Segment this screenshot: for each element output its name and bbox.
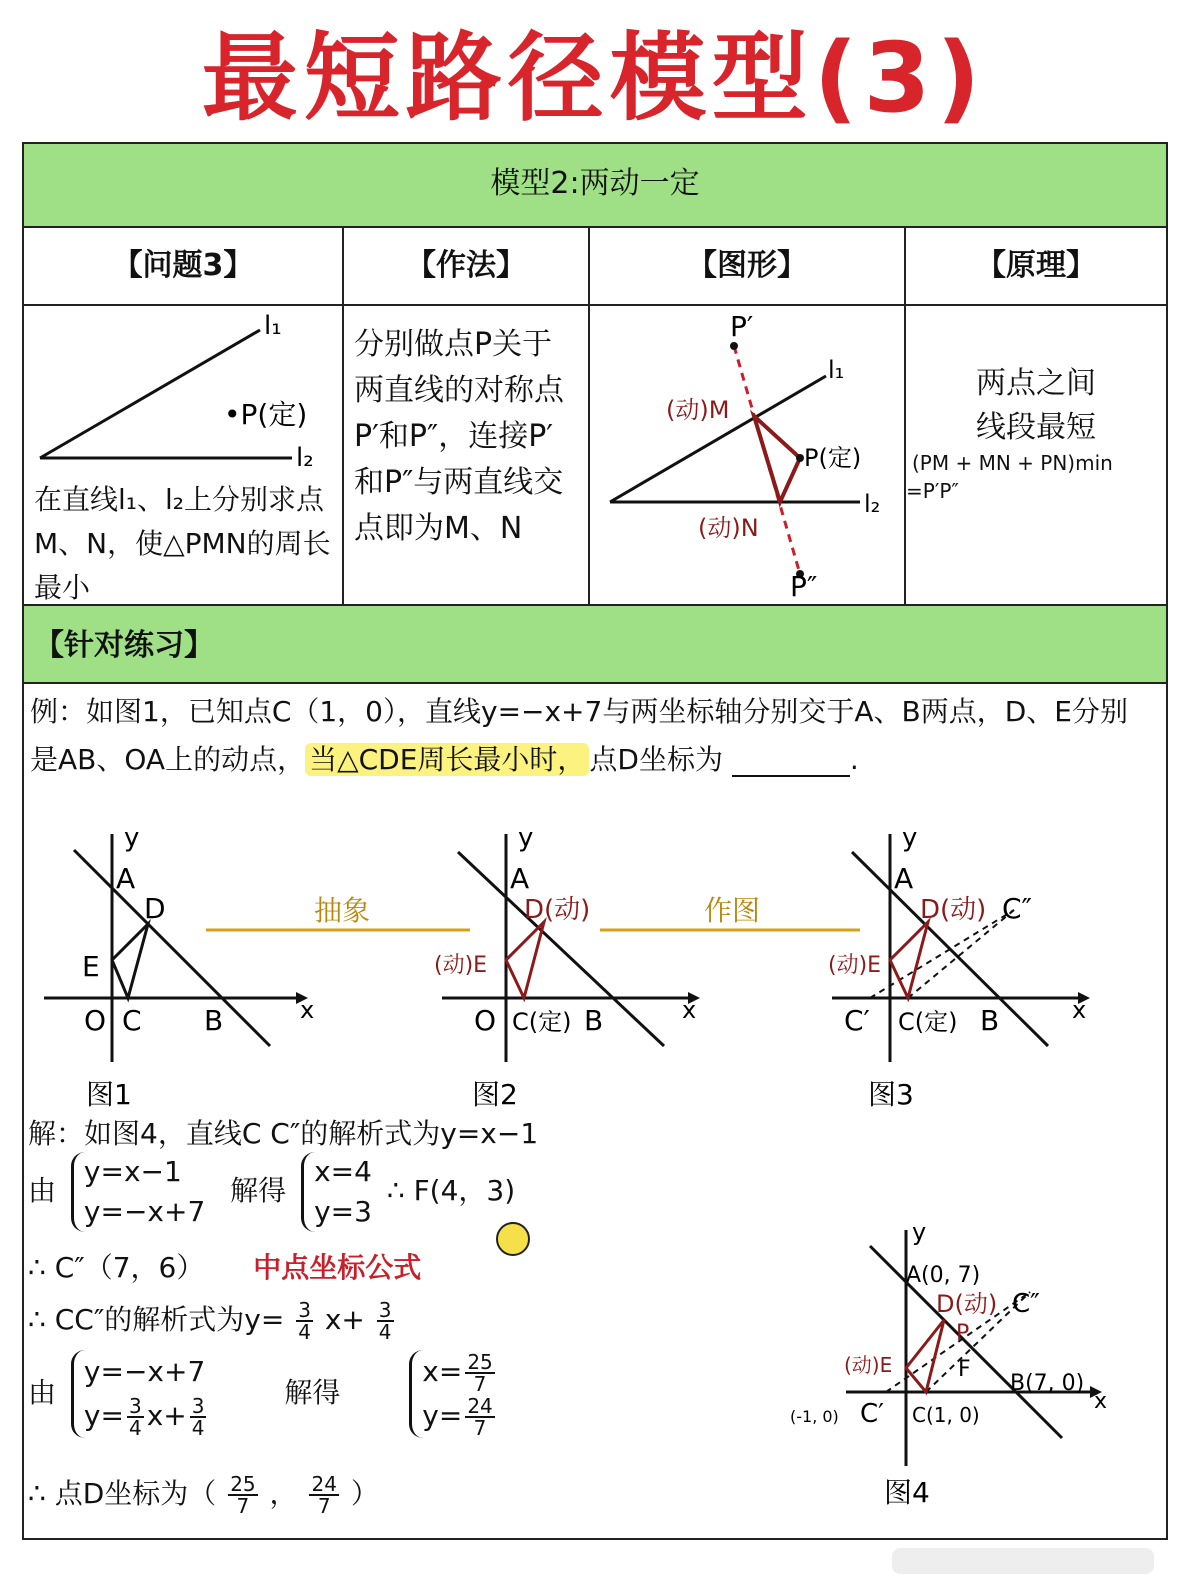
label-p: •P(定) bbox=[224, 398, 308, 431]
label-f: F bbox=[958, 1357, 971, 1382]
svg-text:D(动): D(动) bbox=[936, 1290, 998, 1318]
fig4-label: 图4 bbox=[884, 1476, 930, 1509]
principle-line1: 两点之间 bbox=[976, 366, 1096, 401]
jiede-label: 解得 bbox=[230, 1174, 287, 1207]
fraction-25-7: $\frac{25}{7}$ bbox=[230, 1472, 256, 1518]
label-e-dyn: (动)E bbox=[434, 953, 488, 978]
label-x: x bbox=[300, 996, 315, 1024]
figure-3 bbox=[828, 826, 1090, 1111]
page-title: 最短路径模型(3) bbox=[201, 22, 987, 134]
svg-text:(动)E: (动)E bbox=[844, 1353, 893, 1377]
label-l1: l₁ bbox=[828, 356, 845, 384]
solution-system2 bbox=[28, 1350, 504, 1438]
svg-text:A: A bbox=[894, 862, 914, 895]
svg-text:C(定): C(定) bbox=[898, 1008, 958, 1036]
result2-brace bbox=[409, 1350, 497, 1438]
res2-y: y= $\frac{24}{7}$ bbox=[422, 1394, 493, 1440]
svg-text:(动)E: (动)E bbox=[828, 953, 882, 978]
label-cpp: C″ bbox=[1002, 892, 1033, 925]
label-d-dyn: D(动) bbox=[524, 895, 591, 925]
example-end: . bbox=[849, 743, 859, 776]
label-b: B bbox=[204, 1004, 224, 1037]
model-header: 模型2:两动一定 bbox=[490, 166, 700, 201]
principle-line2: 线段最短 bbox=[976, 410, 1096, 445]
sys2-eq2: y= $\frac{3}{4}$ x+ $\frac{3}{4}$ bbox=[83, 1394, 205, 1440]
figure-2 bbox=[434, 826, 700, 1111]
res1-y: y=3 bbox=[314, 1195, 372, 1228]
label-a4: A(0, 7) bbox=[906, 1263, 981, 1288]
graphs-row bbox=[24, 826, 1166, 1116]
label-n: (动)N bbox=[698, 514, 759, 542]
point-f: ∴ F(4，3) bbox=[386, 1174, 516, 1207]
label-a: A bbox=[116, 862, 136, 895]
label-cp: C′ bbox=[844, 1004, 870, 1037]
practice-header: 【针对练习】 bbox=[34, 628, 214, 663]
svg-text:C′: C′ bbox=[860, 1399, 885, 1429]
label-m: (动)M bbox=[666, 396, 730, 424]
method-text: 分别做点P关于两直线的对称点P′和P″，连接P′和P″与两直线交点即为M、N bbox=[354, 327, 564, 546]
svg-text:x: x bbox=[1072, 996, 1087, 1024]
label-e: E bbox=[82, 950, 100, 983]
system1-brace bbox=[71, 1152, 205, 1232]
label-pprime: P′ bbox=[730, 310, 754, 343]
fraction-24-7: $\frac{24}{7}$ bbox=[311, 1472, 337, 1518]
solution-system1 bbox=[28, 1152, 515, 1232]
label-c-fixed: C(定) bbox=[512, 1008, 572, 1036]
cpp-coords: ∴ C″（7，6） bbox=[28, 1251, 205, 1284]
svg-text:B: B bbox=[584, 1004, 604, 1037]
fraction-3-4: $\frac{3}{4}$ bbox=[298, 1298, 311, 1344]
label-l2: l₂ bbox=[864, 490, 881, 518]
svg-text:O: O bbox=[474, 1004, 497, 1037]
example-text bbox=[30, 688, 1150, 784]
svg-text:x: x bbox=[1094, 1389, 1108, 1414]
bottom-bar bbox=[892, 1548, 1154, 1574]
fig2-label: 图2 bbox=[472, 1078, 518, 1111]
divider bbox=[24, 682, 1166, 684]
fig1-label: 图1 bbox=[86, 1078, 132, 1111]
result1-brace bbox=[301, 1152, 372, 1232]
arrow-draw-label: 作图 bbox=[704, 894, 761, 927]
answer-blank bbox=[732, 745, 850, 777]
cc-equation-label: ∴ CC″的解析式为y= bbox=[28, 1303, 285, 1336]
sys1-eq1: y=x−1 bbox=[83, 1155, 182, 1188]
svg-text:A: A bbox=[510, 862, 530, 895]
label-c4: C(1, 0) bbox=[912, 1403, 980, 1427]
problem-diagram bbox=[24, 306, 342, 486]
sys2-eq1: y=−x+7 bbox=[83, 1355, 206, 1388]
label-l2: l₂ bbox=[296, 443, 314, 473]
arrow-abstract-label: 抽象 bbox=[314, 894, 371, 927]
label-c: C bbox=[122, 1004, 142, 1037]
figure-4 bbox=[790, 1216, 1120, 1516]
divider bbox=[24, 226, 1166, 228]
label-y: y bbox=[124, 826, 140, 853]
example-part1: 例：如图1，已知点C（1，0），直线y=−x+7与两坐标轴分别交于A、B两点，D、E分别是AB、OA上的动点， bbox=[30, 695, 1128, 776]
construction-diagram bbox=[590, 306, 904, 604]
svg-text:B: B bbox=[980, 1004, 1000, 1037]
res1-x: x=4 bbox=[314, 1155, 372, 1188]
midpoint-formula-note: 中点坐标公式 bbox=[253, 1251, 422, 1284]
x-plus: x+ bbox=[324, 1303, 365, 1336]
system2-brace bbox=[71, 1350, 210, 1438]
column-header-problem: 【问题3】 bbox=[112, 248, 254, 283]
solution-cpp-line bbox=[28, 1248, 421, 1288]
jiede-label: 解得 bbox=[284, 1376, 341, 1409]
solution-answer: ∴ 点D坐标为（ $\frac{25}{7}$ ， $\frac{24}{7}$ ） bbox=[28, 1472, 379, 1518]
fraction-3-4: $\frac{3}{4}$ bbox=[378, 1298, 392, 1344]
example-highlight: 当△CDE周长最小时， bbox=[305, 743, 589, 776]
svg-text:y: y bbox=[902, 826, 918, 853]
label-p-fixed: P(定) bbox=[804, 444, 862, 472]
label-p4: P bbox=[956, 1321, 970, 1346]
label-b4: B(7, 0) bbox=[1010, 1371, 1085, 1396]
column-header-principle: 【原理】 bbox=[976, 248, 1096, 283]
solution-line1: 解：如图4，直线C C″的解析式为y=x−1 bbox=[28, 1117, 539, 1150]
column-header-method: 【作法】 bbox=[406, 248, 526, 283]
answer-prefix: ∴ 点D坐标为（ bbox=[28, 1477, 217, 1510]
label-pdouble: P″ bbox=[790, 570, 818, 603]
svg-text:y: y bbox=[518, 826, 534, 853]
you-label: 由 bbox=[28, 1174, 57, 1207]
svg-text:y: y bbox=[912, 1218, 927, 1246]
svg-text:D(动): D(动) bbox=[920, 895, 987, 925]
label-cp4-coords: (-1, 0) bbox=[790, 1407, 839, 1426]
label-l1: l₁ bbox=[264, 311, 282, 341]
problem-text: 在直线l₁、l₂上分别求点M、N，使△PMN的周长最小 bbox=[34, 483, 331, 604]
principle-formula: (PM + MN + PN)min bbox=[912, 451, 1113, 475]
principle-eq: =P′P″ bbox=[906, 479, 959, 503]
column-header-figure: 【图形】 bbox=[687, 248, 807, 283]
label-o: O bbox=[84, 1004, 107, 1037]
you-label: 由 bbox=[28, 1376, 57, 1409]
example-part2: 点D坐标为 bbox=[589, 743, 723, 776]
figure-1 bbox=[44, 826, 314, 1111]
label-d: D bbox=[144, 892, 166, 925]
fig3-label: 图3 bbox=[868, 1078, 914, 1111]
res2-x: x= $\frac{25}{7}$ bbox=[422, 1350, 493, 1396]
svg-text:x: x bbox=[682, 996, 697, 1024]
lightbulb-icon bbox=[496, 1222, 530, 1256]
sys1-eq2: y=−x+7 bbox=[83, 1195, 206, 1228]
svg-text:C″: C″ bbox=[1012, 1289, 1040, 1319]
solution-cc-line bbox=[28, 1300, 397, 1342]
